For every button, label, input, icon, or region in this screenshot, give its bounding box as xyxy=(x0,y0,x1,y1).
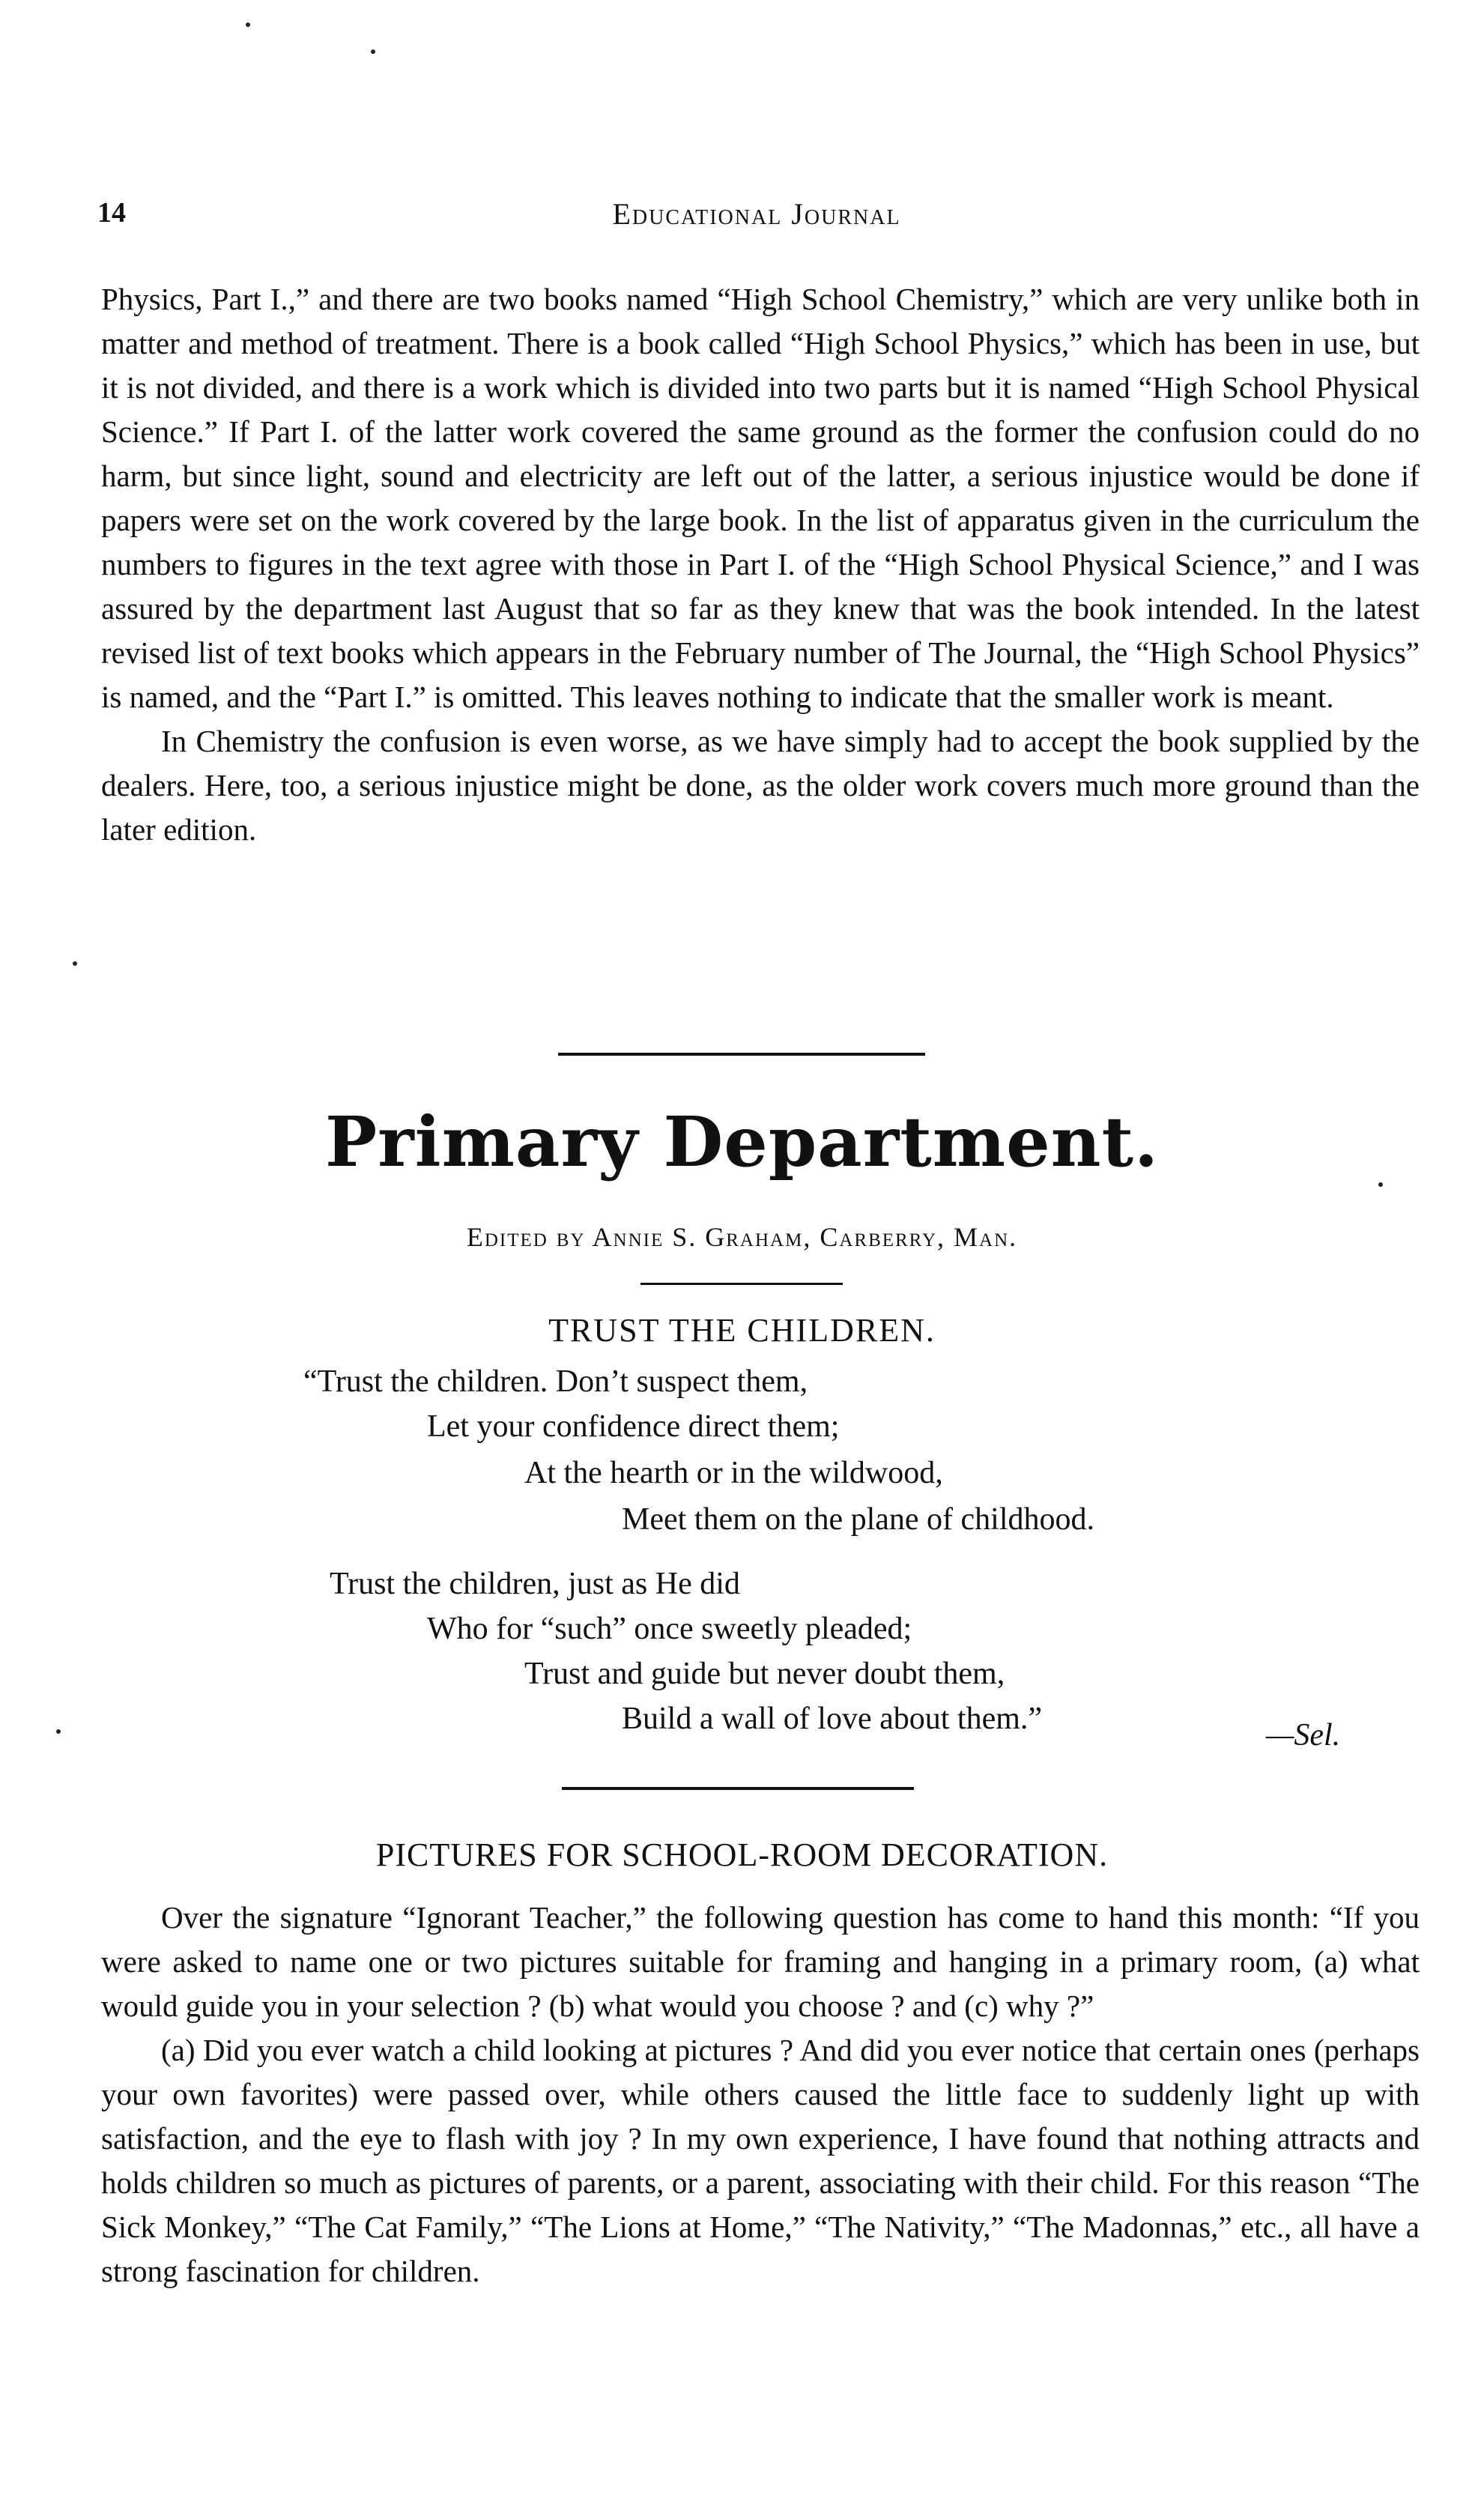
poem-line: Meet them on the plane of childhood. xyxy=(622,1502,1095,1537)
poem-line: Trust the children, just as He did xyxy=(330,1567,740,1601)
poem-line: At the hearth or in the wildwood, xyxy=(524,1456,943,1490)
poem-line: Build a wall of love about them.” xyxy=(622,1702,1043,1736)
article-continuation xyxy=(101,277,1420,852)
poem-line: “Trust the children. Don’t suspect them, xyxy=(303,1364,808,1399)
article-paragraph: Over the signature “Ignorant Teacher,” the following question has come to hand this month: “If you were asked to name one or two pictures suitable for framing and hanging in a primary room, (a) what would guide you in your selection ? (b) what would you choose ? and (c) why ?” xyxy=(101,1900,1420,2023)
article-paragraph: (a) Did you ever watch a child looking at pictures ? And did you ever notice that certain ones (perhaps your own favorites) were passed over, while others caused the little face to suddenly light up with satisfaction, and the eye to flash with joy ? In my own experience, I have found that nothing attracts and holds children so much as pictures of parents, or a parent, associating with their child. For this reason “The Sick Monkey,” “The Cat Family,” “The Lions at Home,” “The Nativity,” “The Madonnas,” etc., all have a strong fascination for children. xyxy=(101,2033,1420,2288)
print-speck xyxy=(73,961,77,966)
section-title: PICTURES FOR SCHOOL-ROOM DECORATION. xyxy=(375,1836,1109,1873)
section-divider xyxy=(558,1053,925,1056)
running-title: Educational Journal xyxy=(612,197,901,231)
article-paragraph: Physics, Part I.,” and there are two books named “High School Chemistry,” which are very unlike both in matter and method of treatment. There is a book called “High School Physics,” which has been in use, but it is not divided, and there is a work which is divided into two parts but it is named “High School Physical Science.” If Part I. of the latter work covered the same ground as the former the confusion could do no harm, but since light, sound and electricity are left out of the latter, a serious injustice would be done if papers were set on the work covered by the large book. In the list of apparatus given in the curriculum the numbers to figures in the text agree with those in Part I. of the “High School Physical Science,” and I was assured by the department last August that so far as they knew that was the book intended. In the latest revised list of text books which appears in the February number of The Journal, the “High School Physics” is named, and the “Part I.” is omitted. This leaves nothing to indicate that the smaller work is meant. xyxy=(101,282,1420,714)
page-number: 14 xyxy=(97,197,126,229)
department-title: Primary Department. xyxy=(324,1101,1160,1182)
department-byline: Edited by Annie S. Graham, Carberry, Man. xyxy=(466,1222,1018,1252)
print-speck xyxy=(1378,1182,1383,1187)
short-divider xyxy=(640,1283,843,1285)
poem-attribution: —Sel. xyxy=(1266,1718,1341,1753)
print-speck xyxy=(246,22,250,27)
poem-line: Who for “such” once sweetly pleaded; xyxy=(427,1612,912,1646)
article-paragraph: In Chemistry the confusion is even worse, as we have simply had to accept the book supplied by the dealers. Here, too, a serious injustice might be done, as the older work covers much more ground than the later edition. xyxy=(101,724,1420,847)
section-divider xyxy=(562,1787,914,1790)
print-speck xyxy=(56,1729,61,1734)
poem-line: Trust and guide but never doubt them, xyxy=(524,1657,1005,1691)
poem-title: TRUST THE CHILDREN. xyxy=(548,1312,936,1349)
poem-line: Let your confidence direct them; xyxy=(427,1409,840,1444)
print-speck xyxy=(371,49,375,54)
page-header xyxy=(97,196,1416,241)
pictures-article xyxy=(101,1896,1420,2293)
